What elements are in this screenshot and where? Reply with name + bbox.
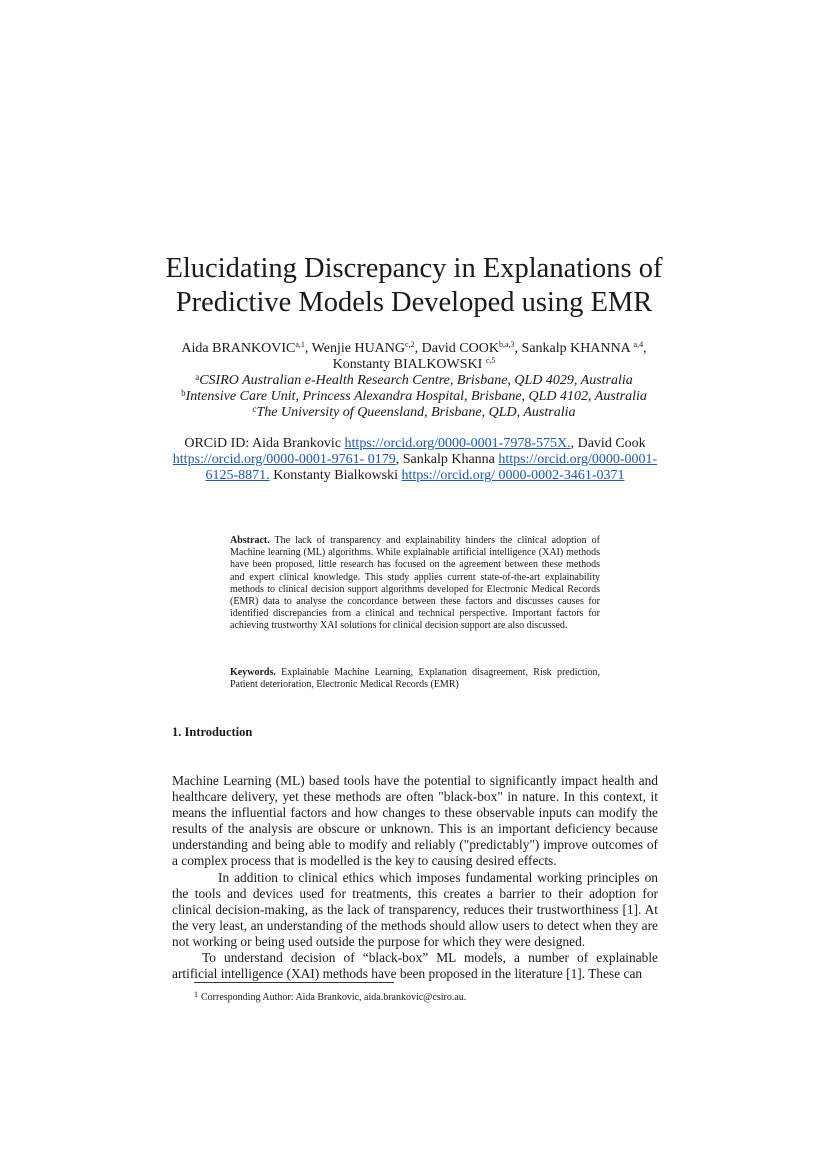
author-affiliation-mark: a,4 — [633, 340, 644, 349]
affiliation-mark: a — [195, 372, 200, 382]
author-list — [100, 341, 728, 373]
author-separator: , — [514, 341, 522, 356]
paper-title — [120, 252, 708, 320]
affiliation — [100, 373, 728, 389]
author-affiliation-mark: b,a,3 — [498, 340, 515, 349]
author-name: Wenjie HUANG — [311, 341, 406, 356]
title-line-1: Elucidating Discrepancy in Explanations of — [165, 253, 663, 284]
author-name: Konstanty BIALKOWSKI — [332, 357, 486, 372]
keywords-label: Keywords. — [230, 667, 276, 678]
author-line-1 — [100, 341, 728, 357]
author-affiliation-mark: c,2 — [405, 340, 415, 349]
body-paragraph: Machine Learning (ML) based tools have the potential to significantly impact health and healthcare delivery, yet these methods are often "black-box" in nature. In this context, it means the influential factors and how changes to these observable inputs can modify the results of the analysis are obscure or unknown. This is an important deficiency because understanding and being able to modify and reliably ("predictably") improve outcomes of a complex process that is modelled is the key to causing desired effects. — [172, 773, 658, 869]
footnote-divider — [194, 982, 394, 983]
orcid-text: , David Cook — [570, 436, 646, 451]
author-separator: , — [304, 341, 312, 356]
author-separator: , — [643, 341, 647, 356]
orcid-text: Konstanty Bialkowski — [269, 468, 402, 483]
affiliation — [100, 389, 728, 405]
abstract-text: The lack of transparency and explainability hinders the clinical adoption of Machine learning (ML) algorithms. While explainable artificial intelligence (XAI) methods have been proposed, little research has focused on the agreement between these methods and expert clinical knowledge. This study applies current state-of-the-art explainability methods to clinical decision support algorithms developed for Electronic Medical Records (EMR) data to analyse the concordance between these factors and discusses causes for identified discrepancies from a clinical and technical perspective. Important factors for achieving trustworthy XAI solutions for clinical decision support are also discussed. — [230, 535, 600, 632]
orcid-text: , Sankalp Khanna — [395, 452, 499, 467]
affiliation-text: Intensive Care Unit, Princess Alexandra Hospital, Brisbane, QLD 4102, Australia — [185, 389, 647, 404]
author-affiliation-mark: a,1 — [295, 340, 305, 349]
author-name: Sankalp KHANNA — [521, 341, 634, 356]
affiliation — [100, 405, 728, 421]
author-affiliation-mark: c,5 — [485, 356, 496, 365]
author-name: Aida BRANKOVIC — [181, 341, 296, 356]
affiliation-list — [100, 373, 728, 421]
affiliation-text: The University of Queensland, Brisbane, QLD, Australia — [256, 405, 576, 420]
section-heading: 1. Introduction — [172, 725, 253, 739]
title-line-2: Predictive Models Developed using EMR — [175, 287, 653, 318]
author-name: David COOK — [421, 341, 499, 356]
orcid-link-khanna[interactable]: https://orcid.org/0000-0001-6125-8871. — [205, 452, 658, 483]
author-separator: , — [414, 341, 422, 356]
orcid-link-cook[interactable]: https://orcid.org/0000-0001-9761- 0179 — [172, 452, 396, 467]
abstract — [230, 535, 600, 633]
author-line-2 — [100, 357, 728, 373]
abstract-label: Abstract. — [230, 535, 270, 546]
orcid-link-bialkowski[interactable]: https://orcid.org/ 0000-0002-3461-0371 — [401, 468, 625, 483]
orcid-prefix: ORCiD ID: Aida Brankovic — [184, 436, 345, 451]
section-body — [172, 773, 658, 982]
footnote-text: Corresponding Author: Aida Brankovic, aida.brankovic@csiro.au. — [201, 992, 467, 1003]
affiliation-mark: c — [252, 404, 257, 414]
keywords — [230, 667, 600, 691]
keywords-text: Explainable Machine Learning, Explanation disagreement, Risk prediction, Patient deterioration, Electronic Medical Records (EMR) — [230, 667, 600, 691]
orcid-block — [172, 436, 658, 484]
footnote-mark: 1 — [194, 990, 198, 999]
affiliation-mark: b — [181, 388, 186, 398]
affiliation-text: CSIRO Australian e-Health Research Centre, Brisbane, QLD 4029, Australia — [199, 373, 633, 388]
body-paragraph: In addition to clinical ethics which imposes fundamental working principles on the tools and devices used for treatments, this creates a barrier to their adoption for clinical decision-making, as the lack of transparency, reduces their trustworthiness [1]. At the very least, an understanding of the methods should allow users to detect when they are not working or being used outside the purpose for which they were designed. — [172, 869, 658, 949]
body-paragraph: To understand decision of “black-box” ML models, a number of explainable artificial intelligence (XAI) methods have been proposed in the literature [1]. These can — [172, 950, 658, 982]
footnote — [194, 992, 466, 1004]
orcid-link-brankovic[interactable]: https://orcid.org/0000-0001-7978-575X. — [344, 436, 571, 451]
